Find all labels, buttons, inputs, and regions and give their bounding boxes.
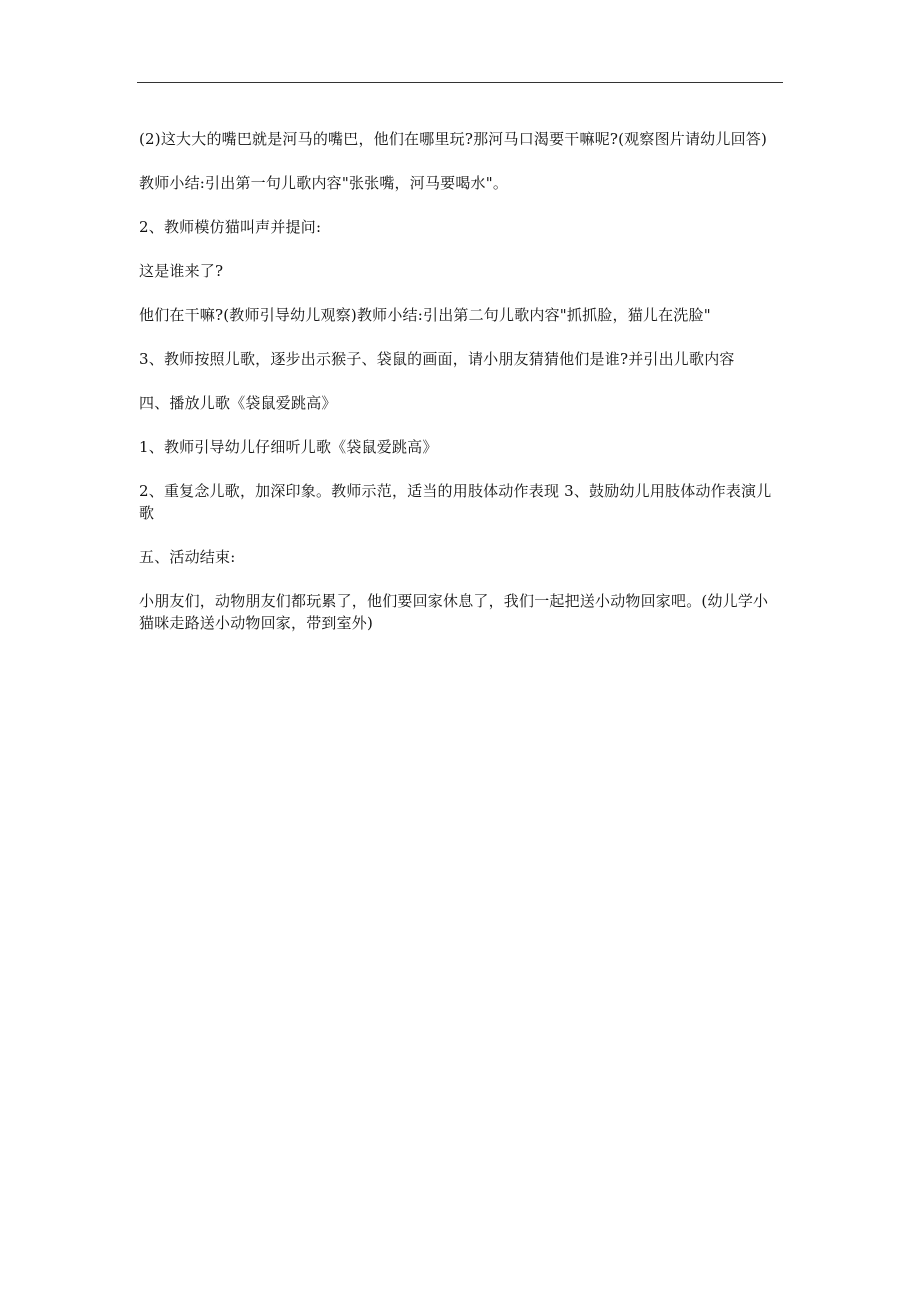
- paragraph-summary-second-line: 他们在干嘛?(教师引导幼儿观察)教师小结:引出第二句儿歌内容"抓抓脸，猫儿在洗脸": [139, 306, 711, 324]
- paragraph-hippo-question: (2)这大大的嘴巴就是河马的嘴巴，他们在哪里玩?那河马口渴要干嘛呢?(观察图片请幼儿回答): [139, 130, 768, 148]
- section-heading-play-song: 四、播放儿歌《袋鼠爱跳高》: [139, 394, 337, 412]
- paragraph-who-is-here: 这是谁来了?: [139, 262, 224, 280]
- header-rule: [137, 82, 783, 83]
- paragraph-repeat-song: 2、重复念儿歌，加深印象。教师示范，适当的用肢体动作表现 3、鼓励幼儿用肢体动作表演儿歌: [139, 482, 772, 522]
- paragraph-cat-sound: 2、教师模仿猫叫声并提问:: [139, 218, 322, 236]
- document-body: [139, 128, 781, 656]
- paragraph-monkey-kangaroo: 3、教师按照儿歌，逐步出示猴子、袋鼠的画面，请小朋友猜猜他们是谁?并引出儿歌内容: [139, 350, 735, 368]
- paragraph-summary-first-line: 教师小结:引出第一句儿歌内容"张张嘴，河马要喝水"。: [139, 174, 509, 192]
- section-heading-activity-end: 五、活动结束:: [139, 548, 236, 566]
- paragraph-listen-song: 1、教师引导幼儿仔细听儿歌《袋鼠爱跳高》: [139, 438, 438, 456]
- paragraph-closing: 小朋友们，动物朋友们都玩累了，他们要回家休息了，我们一起把送小动物回家吧。(幼儿学小猫咪走路送小动物回家，带到室外): [139, 592, 769, 632]
